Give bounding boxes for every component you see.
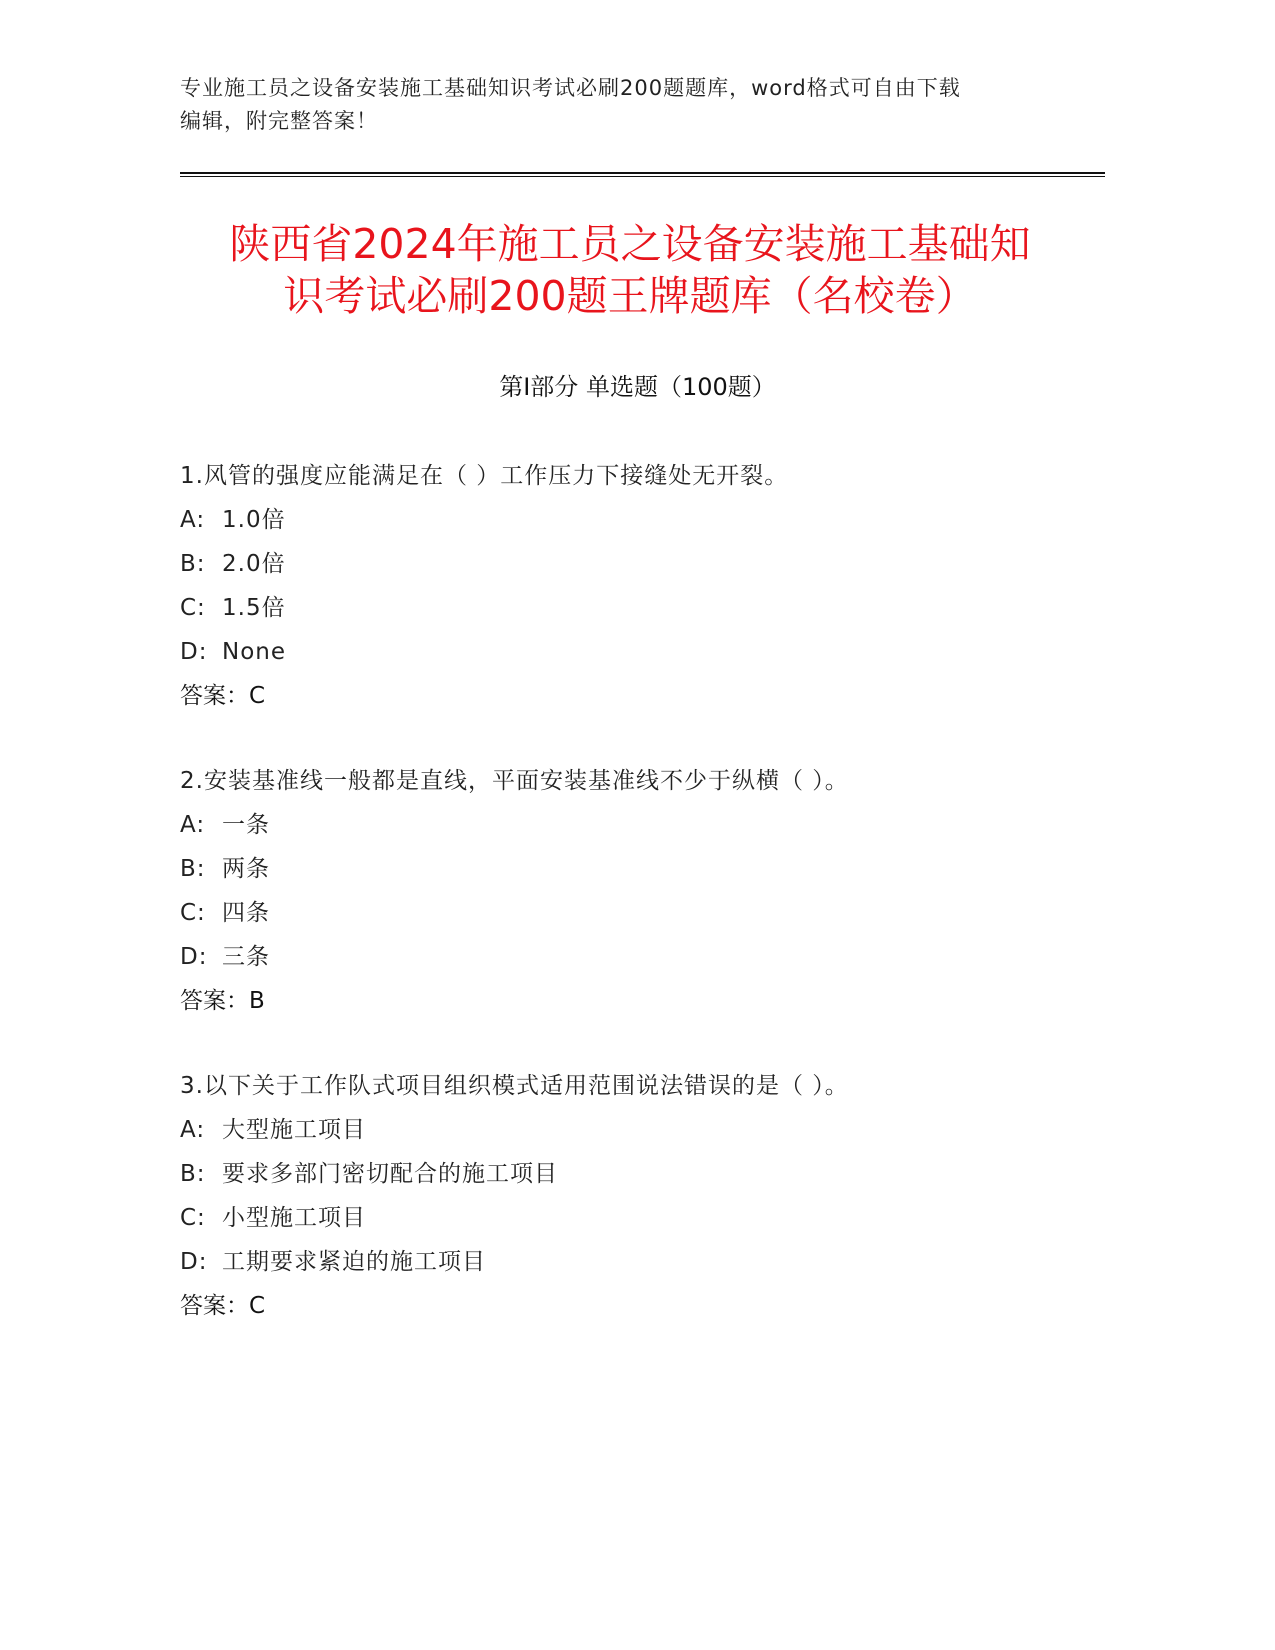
option-text: 四条 <box>222 900 270 926</box>
option-letter: C: <box>180 1205 206 1231</box>
section-heading: 第Ⅰ部分 单选题（100题） <box>499 373 776 401</box>
option-d <box>180 1240 1080 1284</box>
header-divider-thick <box>180 172 1105 174</box>
option-text: 两条 <box>222 856 270 882</box>
option-letter: B: <box>180 551 206 577</box>
option-text: None <box>222 639 287 665</box>
option-b <box>180 847 1080 891</box>
question-block <box>180 454 1080 718</box>
answer-label: 答案：C <box>180 1293 266 1319</box>
option-d <box>180 935 1080 979</box>
option-letter: A: <box>180 812 206 838</box>
option-letter: D: <box>180 1249 208 1275</box>
header-note-line-1: 专业施工员之设备安装施工基础知识考试必刷200题题库，word格式可自由下载 <box>180 76 961 100</box>
option-a <box>180 498 1080 542</box>
option-letter: A: <box>180 1117 206 1143</box>
document-title-line-2: 识考试必刷200题王牌题库（名校卷） <box>283 272 977 320</box>
option-c <box>180 586 1080 630</box>
option-text: 大型施工项目 <box>222 1117 366 1143</box>
header-note-line-2: 编辑，附完整答案！ <box>180 109 378 133</box>
header-note <box>180 72 1060 138</box>
option-text: 要求多部门密切配合的施工项目 <box>222 1161 558 1187</box>
option-text: 1.0倍 <box>222 507 286 533</box>
option-letter: D: <box>180 944 208 970</box>
question-stem: 3.以下关于工作队式项目组织模式适用范围说法错误的是（ ）。 <box>180 1073 849 1099</box>
option-letter: D: <box>180 639 208 665</box>
option-letter: B: <box>180 1161 206 1187</box>
document-title <box>180 218 1080 322</box>
option-letter: C: <box>180 595 206 621</box>
question-block <box>180 1064 1080 1328</box>
option-letter: A: <box>180 507 206 533</box>
document-title-line-1: 陕西省2024年施工员之设备安装施工基础知 <box>229 220 1031 268</box>
option-text: 小型施工项目 <box>222 1205 366 1231</box>
option-text: 1.5倍 <box>222 595 286 621</box>
option-c <box>180 891 1080 935</box>
option-text: 三条 <box>222 944 270 970</box>
question-stem: 2.安装基准线一般都是直线，平面安装基准线不少于纵横（ ）。 <box>180 768 849 794</box>
option-letter: C: <box>180 900 206 926</box>
header-divider-thin <box>180 176 1105 177</box>
option-text: 工期要求紧迫的施工项目 <box>222 1249 486 1275</box>
answer-label: 答案：C <box>180 683 266 709</box>
option-letter: B: <box>180 856 206 882</box>
question-stem: 1.风管的强度应能满足在（ ）工作压力下接缝处无开裂。 <box>180 463 789 489</box>
option-d <box>180 630 1080 674</box>
option-a <box>180 803 1080 847</box>
option-text: 2.0倍 <box>222 551 286 577</box>
option-c <box>180 1196 1080 1240</box>
option-a <box>180 1108 1080 1152</box>
option-b <box>180 542 1080 586</box>
question-block <box>180 759 1080 1023</box>
option-b <box>180 1152 1080 1196</box>
option-text: 一条 <box>222 812 270 838</box>
answer-label: 答案：B <box>180 988 265 1014</box>
